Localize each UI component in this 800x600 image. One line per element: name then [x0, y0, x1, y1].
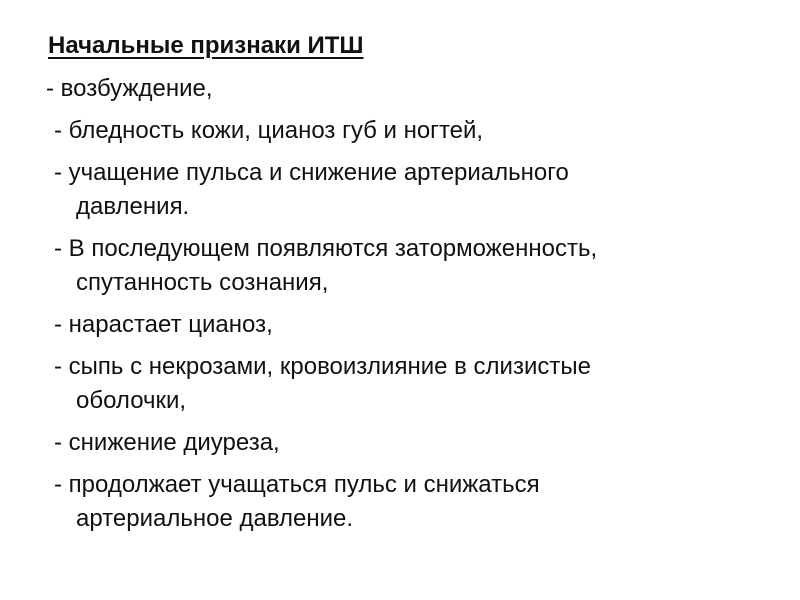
list-item-text: - снижение диуреза, [54, 429, 280, 456]
list-item-text: - учащение пульса и снижение артериального [54, 159, 569, 186]
list-item [0, 72, 800, 106]
list-item-text: - возбуждение, [46, 75, 213, 102]
list-item [0, 426, 800, 460]
list-item [0, 350, 800, 418]
list-item-text: - сыпь с некрозами, кровоизлияние в слизистые [54, 353, 591, 380]
list-item [0, 232, 800, 300]
list-item-text: - продолжает учащаться пульс и снижаться [54, 471, 540, 498]
list-item-continuation: давления. [76, 193, 190, 220]
list-item [0, 308, 800, 342]
symptom-list [0, 72, 800, 544]
slide-title: Начальные признаки ИТШ [48, 32, 364, 59]
list-item [0, 156, 800, 224]
list-item-text: - нарастает цианоз, [54, 311, 273, 338]
list-item [0, 468, 800, 536]
list-item-continuation: оболочки, [76, 387, 187, 414]
list-item-continuation: артериальное давление. [76, 505, 354, 532]
list-item-text: - В последующем появляются заторможенность, [54, 235, 598, 262]
list-item [0, 114, 800, 148]
list-item-text: - бледность кожи, цианоз губ и ногтей, [54, 117, 484, 144]
list-item-continuation: спутанность сознания, [76, 269, 329, 296]
